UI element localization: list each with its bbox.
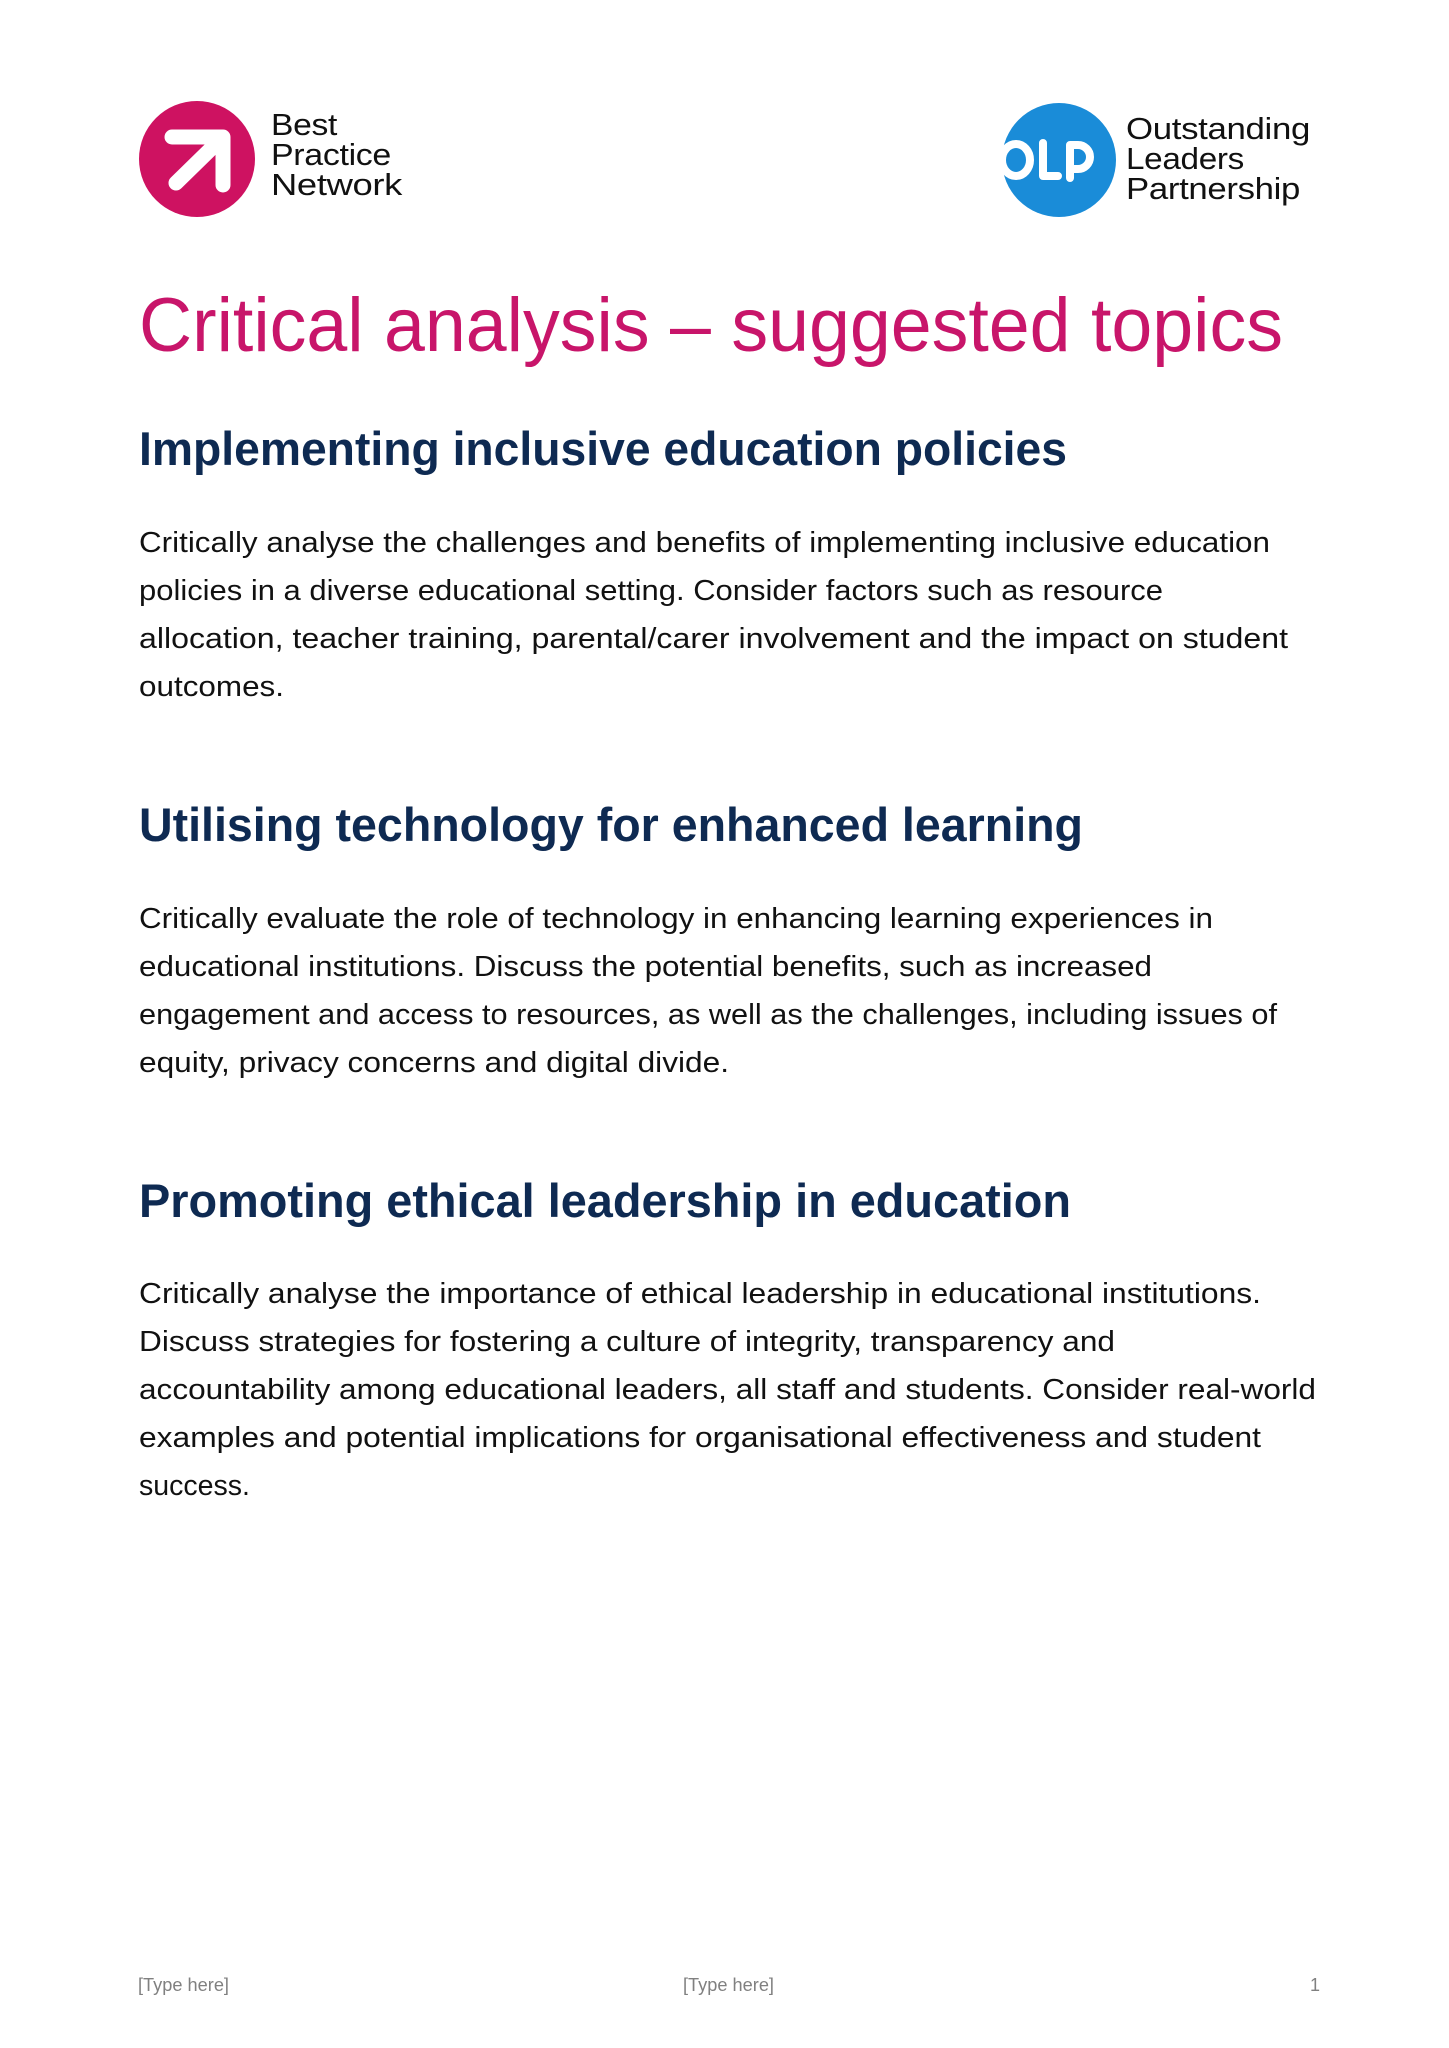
paragraph-line: outcomes. <box>139 671 284 703</box>
paragraph-line: allocation, teacher training, parental/carer involvement and the impact on student <box>139 623 1288 655</box>
paragraph-line: success. <box>139 1470 250 1502</box>
paragraph-line: policies in a diverse educational setting. Consider factors such as resource <box>139 575 1163 607</box>
bpn-line-3: Network <box>271 167 402 202</box>
arrow-up-right-icon <box>136 99 258 221</box>
olp-line-2: Leaders <box>1126 141 1244 176</box>
olp-line-3: Partnership <box>1126 171 1300 206</box>
page-number: 1 <box>1310 1975 1321 1995</box>
bpn-wordmark <box>271 107 402 202</box>
section-heading: Implementing inclusive education policies <box>139 422 1067 475</box>
paragraph-line: Critically analyse the importance of ethical leadership in educational institutions. <box>139 1278 1261 1310</box>
olp-wordmark <box>1126 111 1310 206</box>
olp-monogram-icon <box>996 101 1120 219</box>
paragraph-line: Critically evaluate the role of technology in enhancing learning experiences in <box>139 903 1213 935</box>
section-heading: Utilising technology for enhanced learning <box>139 798 1083 851</box>
paragraph-line: engagement and access to resources, as well as the challenges, including issues of <box>139 999 1277 1031</box>
footer-left-placeholder[interactable]: [Type here] <box>138 1975 229 1995</box>
paragraph-line: examples and potential implications for organisational effectiveness and student <box>139 1422 1261 1454</box>
bpn-line-1: Best <box>271 107 337 142</box>
page-title: Critical analysis – suggested topics <box>139 283 1283 368</box>
paragraph-line: Discuss strategies for fostering a culture of integrity, transparency and <box>139 1326 1115 1358</box>
bpn-line-2: Practice <box>271 137 391 172</box>
section-heading: Promoting ethical leadership in education <box>139 1174 1071 1227</box>
footer-center-placeholder[interactable]: [Type here] <box>683 1975 774 1995</box>
paragraph-line: Critically analyse the challenges and benefits of implementing inclusive education <box>139 527 1270 559</box>
paragraph-line: educational institutions. Discuss the potential benefits, such as increased <box>139 951 1152 983</box>
paragraph-line: equity, privacy concerns and digital divide. <box>139 1047 729 1079</box>
olp-line-1: Outstanding <box>1126 111 1310 146</box>
paragraph-line: accountability among educational leaders, all staff and students. Consider real-world <box>139 1374 1316 1406</box>
